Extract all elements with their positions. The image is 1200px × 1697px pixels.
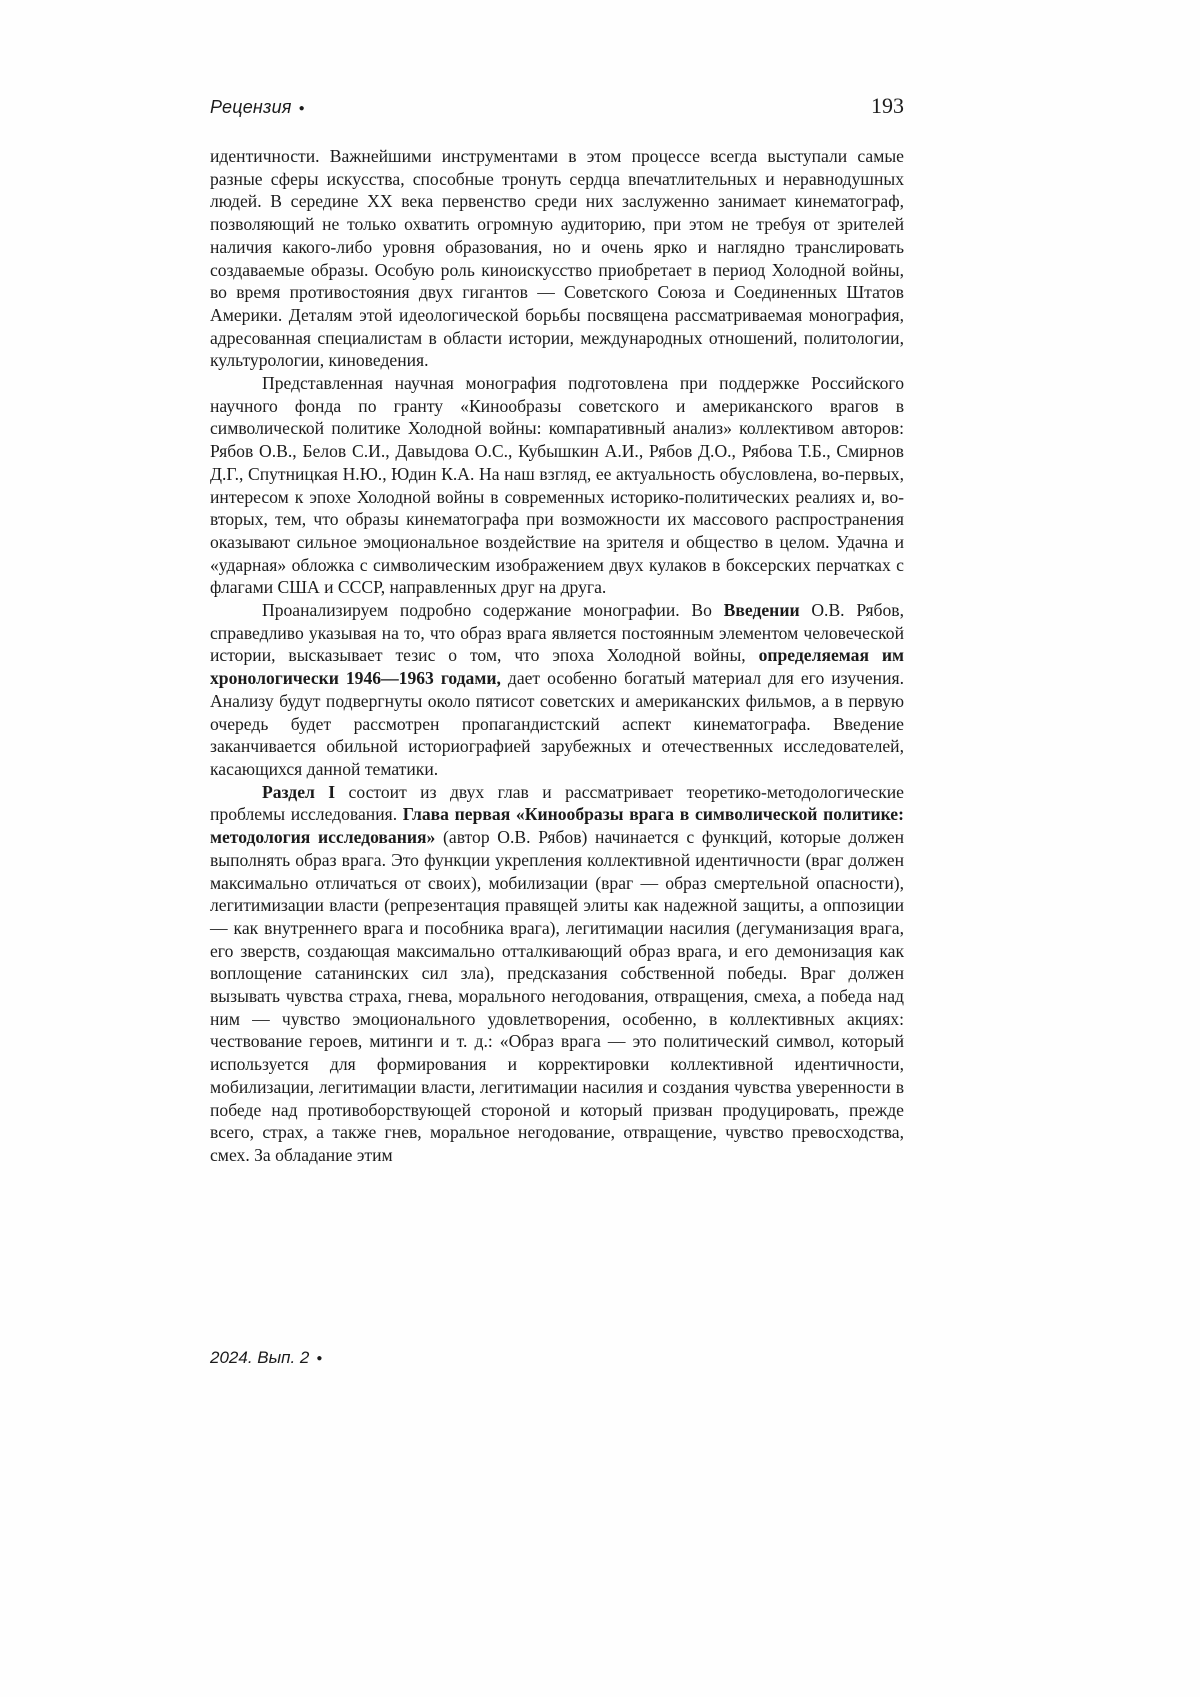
text-run: идентичности. Важнейшими инструментами в этом процессе всегда выступали самые разные сферы искусства, способные тронуть сердца впечатлительных и неравнодушных людей. В середине XX века первенство среди них заслуженно занимает кинематограф, позволяющий не только охватить огромную аудиторию, при этом не требуя от зрителей наличия какого-либо уровня образования, но и очень ярко и наглядно транслировать создаваемые образы. Особую роль киноискусство приобретает в период Холодной войны, во время противостояния двух гигантов — Советского Союза и Соединенных Штатов Америки. Деталям этой идеологической борьбы посвящена рассматриваемая монография, адресованная специалистам в области истории, международных отношений, политологии, культурологии, киноведения. xyxy=(210,146,904,371)
bullet-icon: ● xyxy=(298,103,305,114)
text-run-bold: определяемая им хронологически 1946—1963 годами, xyxy=(210,645,904,689)
running-title-text: Рецензия xyxy=(210,97,292,117)
text-run: (автор О.В. Рябов) начинается с функций, которые должен выполнять образ врага. Это функции укрепления коллективной идентичности (враг должен максимально отличаться от своих), мобилизации (враг — образ смертельной опасности), легитимизации власти (репрезентация правящей элиты как надежной защиты, а оппозиции — как внутреннего врага и пособника врага), легитимации насилия (дегуманизация врага, его зверств, создающая максимально отталкивающий образ врага, и его демонизация как воплощение сатанинских сил зла), предсказания собственной победы. Враг должен вызывать чувства страха, гнева, морального негодования, отвращения, смеха, а победа над ним — чувство эмоционального удовлетворения, особенно, в коллективных акциях: чествование героев, митинги и т. д.: «Образ врага — это политический символ, который используется для формирования и корректировки коллективной идентичности, мобилизации, легитимации власти, легитимации насилия и создания чувства уверенности в победе над противоборствующей стороной и который призван продуцировать, прежде всего, страх, а также гнев, моральное негодование, отвращение, чувство превосходства, смех. За обладание этим xyxy=(210,827,904,1165)
text-run-bold: Раздел I xyxy=(262,781,336,802)
text-run: О.В. Рябов, справедливо указывая на то, что образ врага является постоянным элементом человеческой истории, высказывает тезис о том, что эпоха Холодной войны, xyxy=(210,600,904,666)
text-run: Представленная научная монография подготовлена при поддержке Российского научного фонда по гранту «Кинообразы советского и американского врагов в символической политике Холодной войны: компаративный анализ» коллективом авторов: Рябов О.В., Белов С.И., Давыдова О.С., Кубышкин А.И., Рябов Д.О., Рябова Т.Б., Смирнов Д.Г., Спутницкая Н.Ю., Юдин К.А. На наш взгляд, ее актуальность обусловлена, во-первых, интересом к эпохе Холодной войны в современных историко-политических реалиях и, во-вторых, тем, что образы кинематографа при возможности их массового распространения оказывают сильное эмоциональное воздействие на зрителя и общество в целом. Удачна и «ударная» обложка с символическим изображением двух кулаков в боксерских перчатках с флагами США и СССР, направленных друг на друга. xyxy=(210,373,904,598)
footer-issue-text: 2024. Вып. 2 xyxy=(210,1348,310,1367)
page-number: 193 xyxy=(871,93,904,118)
page-footer xyxy=(210,1348,322,1368)
text-run: дает особенно богатый материал для его изучения. Анализу будут подвергнуты около пятисот советских и американских фильмов, а в первую очередь будет рассмотрен пропагандистский аспект кинематографа. Введение заканчивается обильной историографией зарубежных и отечественных исследователей, касающихся данной тематики. xyxy=(210,668,904,779)
paragraph xyxy=(210,372,904,599)
paragraph xyxy=(210,781,904,1167)
text-run-bold: Глава первая «Кинообразы врага в символической политике: методология исследования» xyxy=(210,804,904,848)
paragraph xyxy=(210,599,904,781)
bullet-icon: ● xyxy=(316,1353,323,1364)
paragraph xyxy=(210,145,904,372)
text-run: Проанализируем подробно содержание монографии. Во xyxy=(262,600,724,621)
page-header xyxy=(210,93,904,119)
running-title xyxy=(210,97,305,118)
article-body xyxy=(210,145,904,1167)
text-run-bold: Введении xyxy=(723,600,800,621)
text-run: состоит из двух глав и рассматривает теоретико-методологические проблемы исследования. xyxy=(210,781,904,825)
